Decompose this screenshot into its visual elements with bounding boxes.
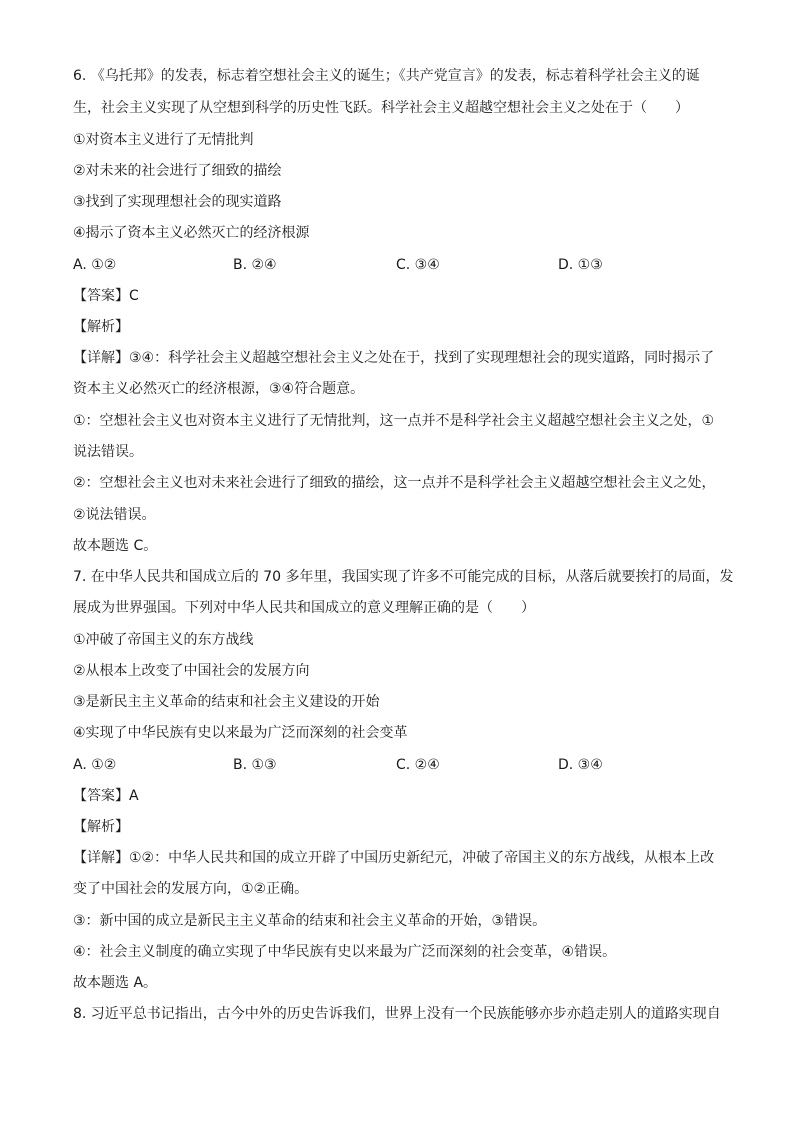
q6-conclusion: 故本题选 C。 xyxy=(73,538,158,554)
q6-answer: 【答案】C xyxy=(73,288,139,304)
q7-item-2: ②从根本上改变了中国社会的发展方向 xyxy=(73,663,310,679)
q6-stem-line-2: 生，社会主义实现了从空想到科学的历史性飞跃。科学社会主义超越空想社会主义之处在于（ ） xyxy=(73,100,689,116)
q7-detail-line-4: ④：社会主义制度的确立实现了中华民族有史以来最为广泛而深刻的社会变革，④错误。 xyxy=(73,944,617,960)
q7-option-b: B. ①③ xyxy=(233,757,277,773)
q6-item-3: ③找到了实现理想社会的现实道路 xyxy=(73,194,282,210)
q6-item-2: ②对未来的社会进行了细致的描绘 xyxy=(73,163,282,179)
q6-item-1: ①对资本主义进行了无情批判 xyxy=(73,132,254,148)
q8-stem-line-1: 8. 习近平总书记指出，古今中外的历史告诉我们，世界上没有一个民族能够亦步亦趋走别人的道路实现自 xyxy=(73,1006,721,1022)
q6-option-a: A. ①② xyxy=(73,257,117,273)
q6-item-4: ④揭示了资本主义必然灭亡的经济根源 xyxy=(73,225,310,241)
q7-detail-line-3: ③：新中国的成立是新民主主义革命的结束和社会主义革命的开始，③错误。 xyxy=(73,913,547,929)
q6-detail-line-6: ②说法错误。 xyxy=(73,507,156,523)
q6-detail-line-1: 【详解】③④：科学社会主义超越空想社会主义之处在于，找到了实现理想社会的现实道路，同时揭示了 xyxy=(73,350,715,366)
q7-option-d: D. ③④ xyxy=(558,757,603,773)
q6-option-d: D. ①③ xyxy=(558,257,603,273)
q6-analysis-label: 【解析】 xyxy=(73,319,129,335)
q6-detail-line-5: ②：空想社会主义也对未来社会进行了细致的描绘，这一点并不是科学社会主义超越空想社会主义之处， xyxy=(73,475,716,491)
q6-detail-line-2: 资本主义必然灭亡的经济根源，③④符合题意。 xyxy=(73,381,365,397)
q7-item-4: ④实现了中华民族有史以来最为广泛而深刻的社会变革 xyxy=(73,725,408,741)
q6-option-b: B. ②④ xyxy=(233,257,277,273)
q7-item-3: ③是新民主主义革命的结束和社会主义建设的开始 xyxy=(73,694,380,710)
q7-detail-line-2: 变了中国社会的发展方向，①②正确。 xyxy=(73,881,309,897)
q7-analysis-label: 【解析】 xyxy=(73,819,129,835)
q7-answer: 【答案】A xyxy=(73,788,139,804)
q6-stem-line-1: 6. 《乌托邦》的发表，标志着空想社会主义的诞生；《共产党宣言》的发表，标志着科学社会主义的诞 xyxy=(73,68,700,84)
q7-item-1: ①冲破了帝国主义的东方战线 xyxy=(73,632,254,648)
q6-detail-line-3: ①：空想社会主义也对资本主义进行了无情批判，这一点并不是科学社会主义超越空想社会主义之处，① xyxy=(73,413,715,429)
q7-conclusion: 故本题选 A。 xyxy=(73,975,158,991)
q6-option-c: C. ③④ xyxy=(396,257,440,273)
q7-option-c: C. ②④ xyxy=(396,757,440,773)
q7-stem-line-2: 展成为世界强国。下列对中华人民共和国成立的意义理解正确的是（ ） xyxy=(73,600,535,616)
q7-detail-line-1: 【详解】①②：中华人民共和国的成立开辟了中国历史新纪元，冲破了帝国主义的东方战线，从根本上改 xyxy=(73,850,715,866)
q7-stem-line-1: 7. 在中华人民共和国成立后的 70 多年里，我国实现了许多不可能完成的目标，从落后就要挨打的局面，发 xyxy=(73,569,734,585)
q7-option-a: A. ①② xyxy=(73,757,117,773)
q6-detail-line-4: 说法错误。 xyxy=(73,444,143,460)
